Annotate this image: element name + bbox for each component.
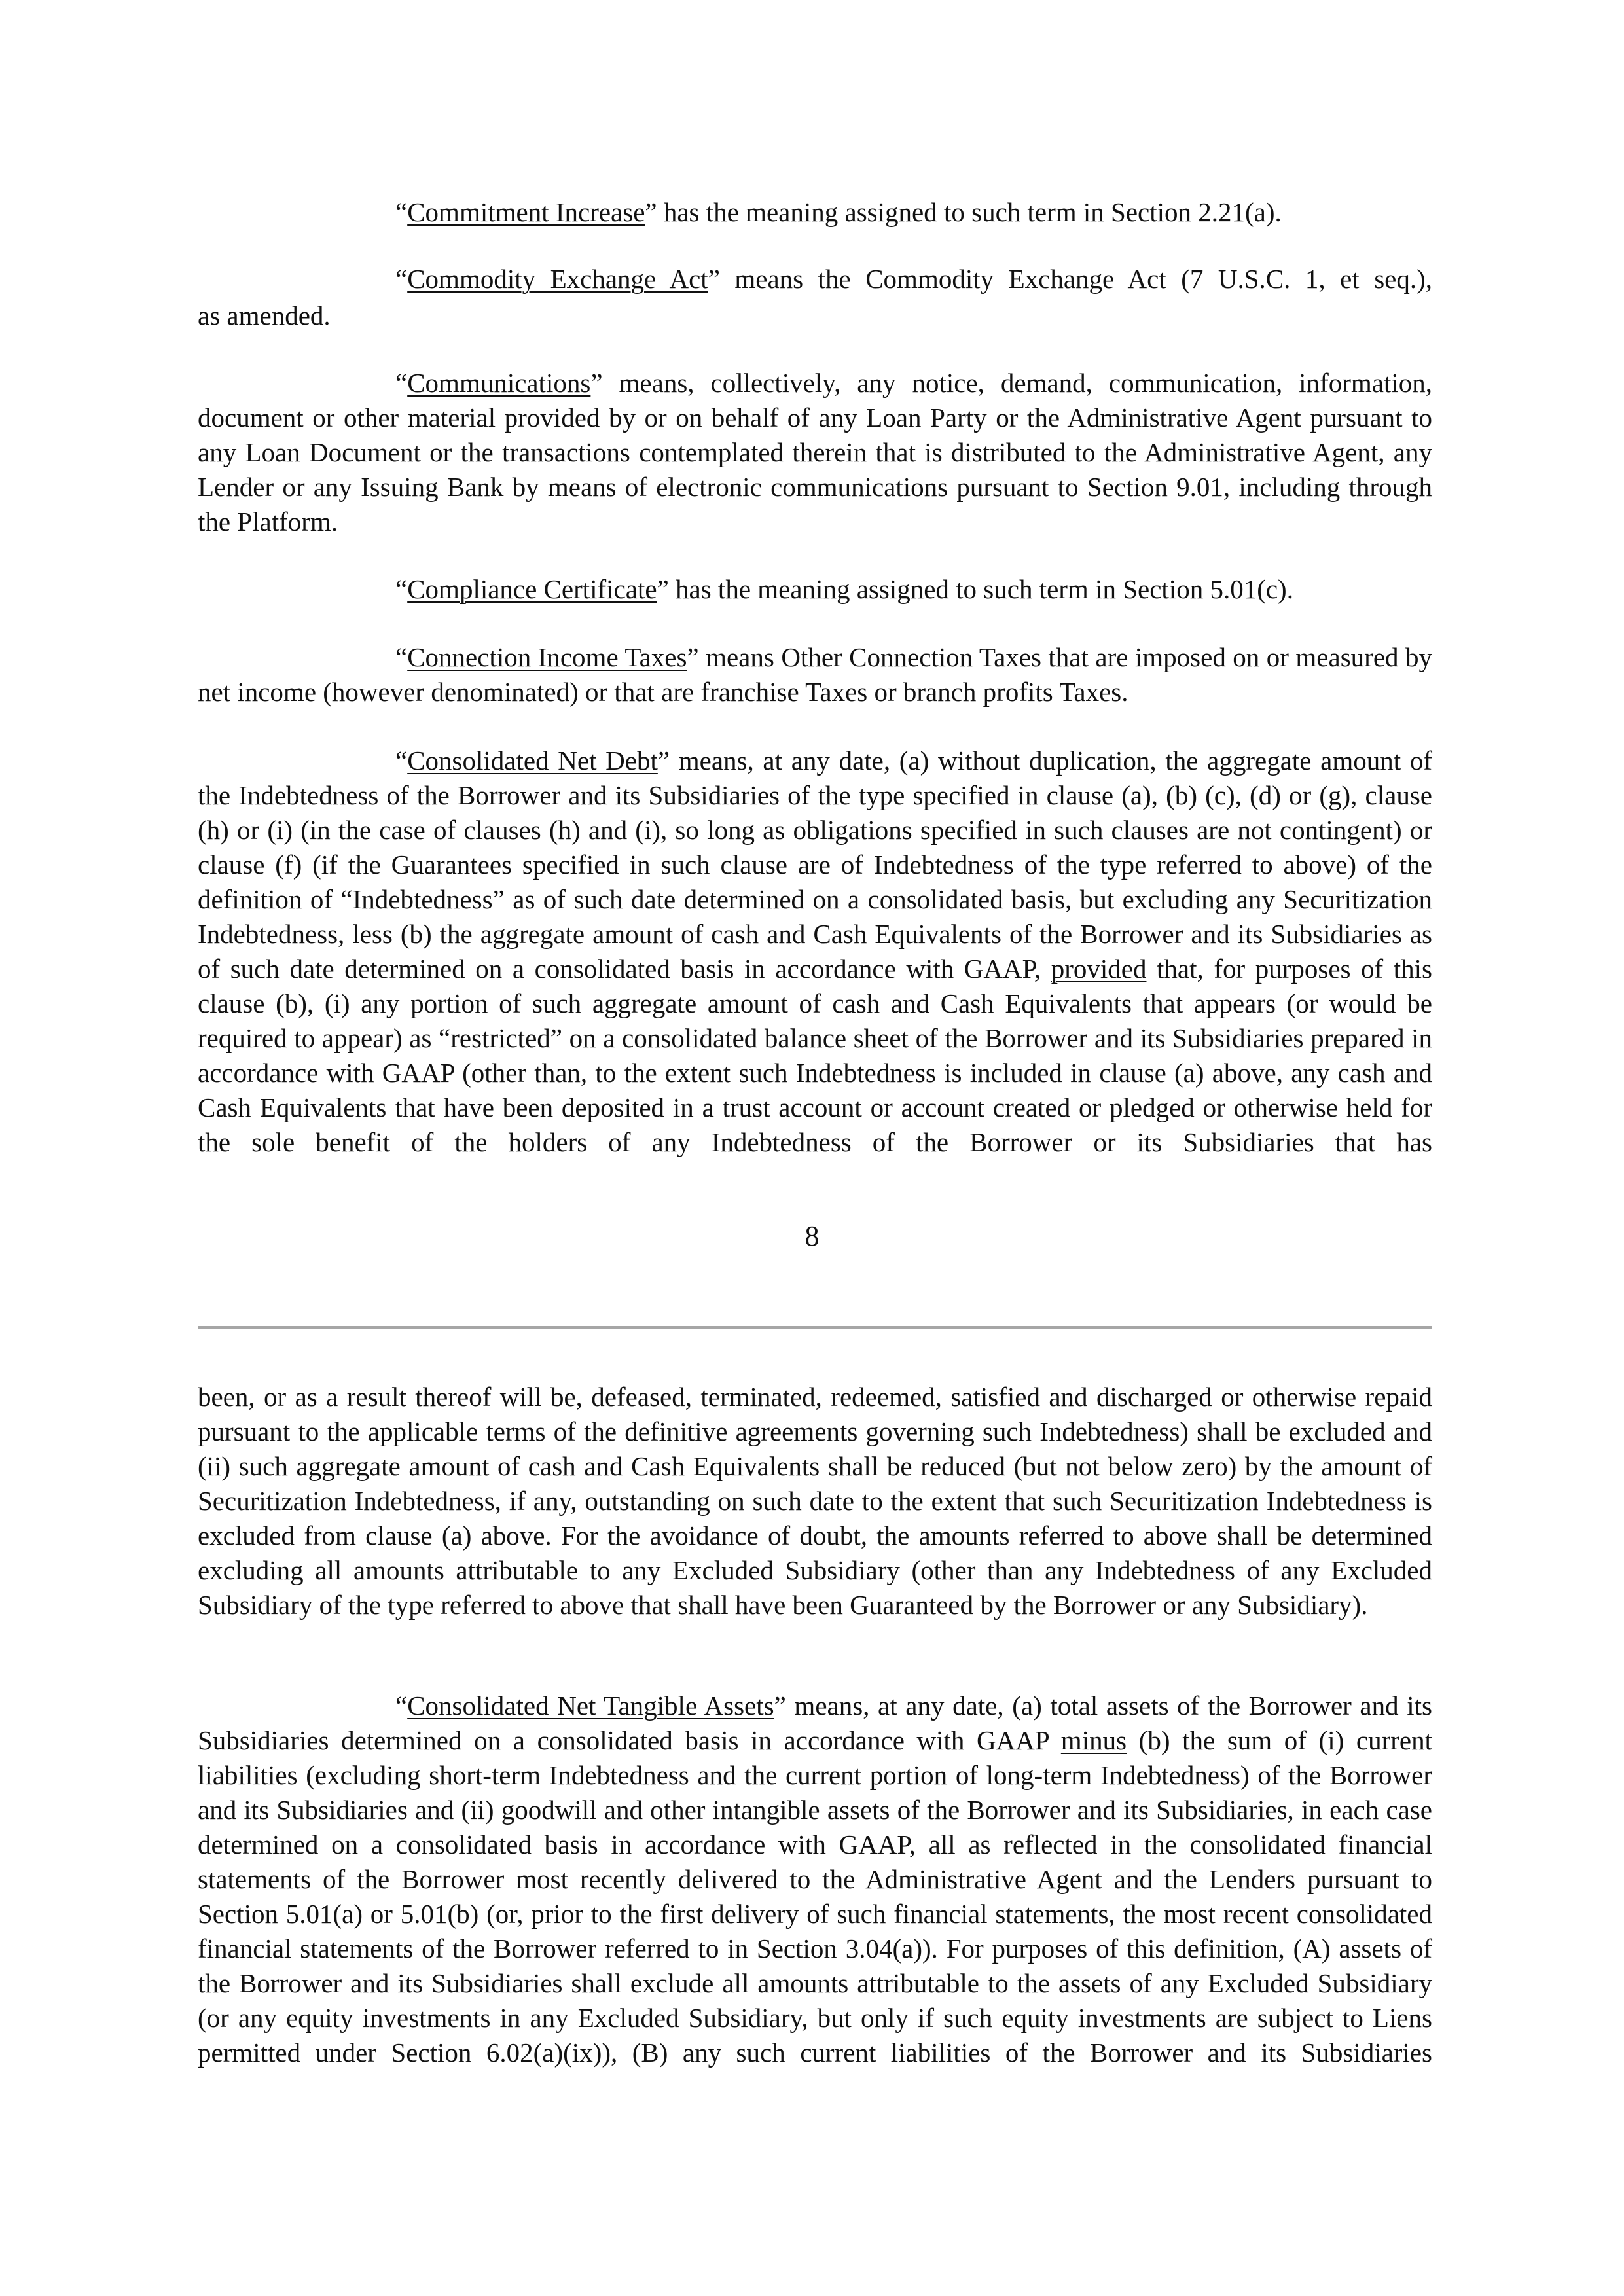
definition-connection-income-taxes <box>198 640 1432 709</box>
definition-text: ” means, at any date, (a) total assets of the Borrower and its Subsidiaries determined on a consolidated basis in accordance with GAAP <box>198 1691 1432 1755</box>
definition-continuation: as amended. <box>198 300 331 331</box>
page-number: 8 <box>804 1220 820 1252</box>
open-quote: “ <box>395 745 408 776</box>
definition-text: ” has the meaning assigned to such term in Section 5.01(c). <box>657 574 1293 604</box>
definition-commitment-increase <box>395 195 1432 230</box>
definition-text: ” has the meaning assigned to such term in Section 2.21(a). <box>645 197 1282 227</box>
defined-term: Compliance Certificate <box>407 574 657 604</box>
defined-term: Commodity Exchange Act <box>407 264 708 294</box>
provided-term: provided <box>1051 954 1147 984</box>
definition-compliance-certificate <box>395 572 1432 607</box>
open-quote: “ <box>395 574 408 604</box>
defined-term: Consolidated Net Tangible Assets <box>407 1691 774 1721</box>
defined-term: Commitment Increase <box>407 197 645 227</box>
open-quote: “ <box>395 1691 408 1721</box>
definition-commodity-exchange-act <box>395 262 1432 296</box>
definition-communications <box>198 366 1432 539</box>
definition-continuation: been, or as a result thereof will be, defeased, terminated, redeemed, satisfied and discharged or otherwise repaid pursuant to the applicable terms of the definitive agreements governing such Indebtedness) shall be excluded and (ii) such aggregate amount of cash and Cash Equivalents shall be reduced (but not below zero) by the amount of Securitization Indebtedness, if any, outstanding on such date to the extent that such Securitization Indebtedness is excluded from clause (a) above. For the avoidance of doubt, the amounts referred to above shall be determined excluding all amounts attributable to any Excluded Subsidiary (other than any Indebtedness of any Excluded Subsidiary of the type referred to above that shall have been Guaranteed by the Borrower or any Subsidiary). <box>198 1382 1432 1620</box>
definition-text: ” means Other Connection Taxes that are imposed on or measured by net income (however denominated) or that are franchise Taxes or branch profits Taxes. <box>198 642 1432 707</box>
defined-term: Connection Income Taxes <box>407 642 687 672</box>
definition-text: ” means, collectively, any notice, demand, communication, information, document or other material provided by or on behalf of any Loan Party or the Administrative Agent pursuant to any Loan Document or the transactions contemplated therein that is distributed to the Administrative Agent, any Lender or any Issuing Bank by means of electronic communications pursuant to Section 9.01, including through the Platform. <box>198 368 1432 537</box>
open-quote: “ <box>395 197 408 227</box>
defined-term: Consolidated Net Debt <box>407 745 658 776</box>
page-divider <box>198 1326 1432 1329</box>
minus-term: minus <box>1060 1725 1127 1755</box>
definition-consolidated-net-debt <box>198 744 1432 1160</box>
definition-text: (b) the sum of (i) current liabilities (excluding short-term Indebtedness and the current portion of long-term Indebtedness) of the Borrower and its Subsidiaries and (ii) goodwill and other intangible assets of the Borrower and its Subsidiaries, in each case determined on a consolidated basis in accordance with GAAP, all as reflected in the consolidated financial statements of the Borrower most recently delivered to the Administrative Agent and the Lenders pursuant to Section 5.01(a) or 5.01(b) (or, prior to the first delivery of such financial statements, the most recent consolidated financial statements of the Borrower referred to in Section 3.04(a)). For purposes of this definition, (A) assets of the Borrower and its Subsidiaries shall exclude all amounts attributable to the assets of any Excluded Subsidiary (or any equity investments in any Excluded Subsidiary, but only if such equity investments are subject to Liens permitted under Section 6.02(a)(ix)), (B) any such current liabilities of the Borrower and its Subsidiaries <box>198 1725 1433 2068</box>
definition-consolidated-net-tangible-assets <box>198 1689 1432 2070</box>
definition-text: that, for purposes of this clause (b), (i) any portion of such aggregate amount of cash and Cash Equivalents that appears (or would be required to appear) as “restricted” on a consolidated balance sheet of the Borrower and its Subsidiaries prepared in accordance with GAAP (other than, to the extent such Indebtedness is included in clause (a) above, any cash and Cash Equivalents that have been deposited in a trust account or account created or pledged or otherwise held for the sole benefit of the holders of any Indebtedness of the Borrower or its Subsidiaries that has <box>198 954 1432 1157</box>
definition-text: ” means the Commodity Exchange Act (7 U.S.C. 1, et seq.), <box>708 264 1432 294</box>
defined-term: Communications <box>407 368 591 398</box>
definition-text: ” means, at any date, (a) without duplication, the aggregate amount of the Indebtedness of the Borrower and its Subsidiaries of the type specified in clause (a), (b) (c), (d) or (g), clause (h) or (i) (in the case of clauses (h) and (i), so long as obligations specified in such clauses are not contingent) or clause (f) (if the Guarantees specified in such clause are of Indebtedness of the type referred to above) of the definition of “Indebtedness” as of such date determined on a consolidated basis, but excluding any Securitization Indebtedness, less (b) the aggregate amount of cash and Cash Equivalents of the Borrower and its Subsidiaries as of such date determined on a consolidated basis in accordance with GAAP, <box>198 745 1432 984</box>
open-quote: “ <box>395 264 408 294</box>
open-quote: “ <box>395 642 408 672</box>
open-quote: “ <box>395 368 408 398</box>
